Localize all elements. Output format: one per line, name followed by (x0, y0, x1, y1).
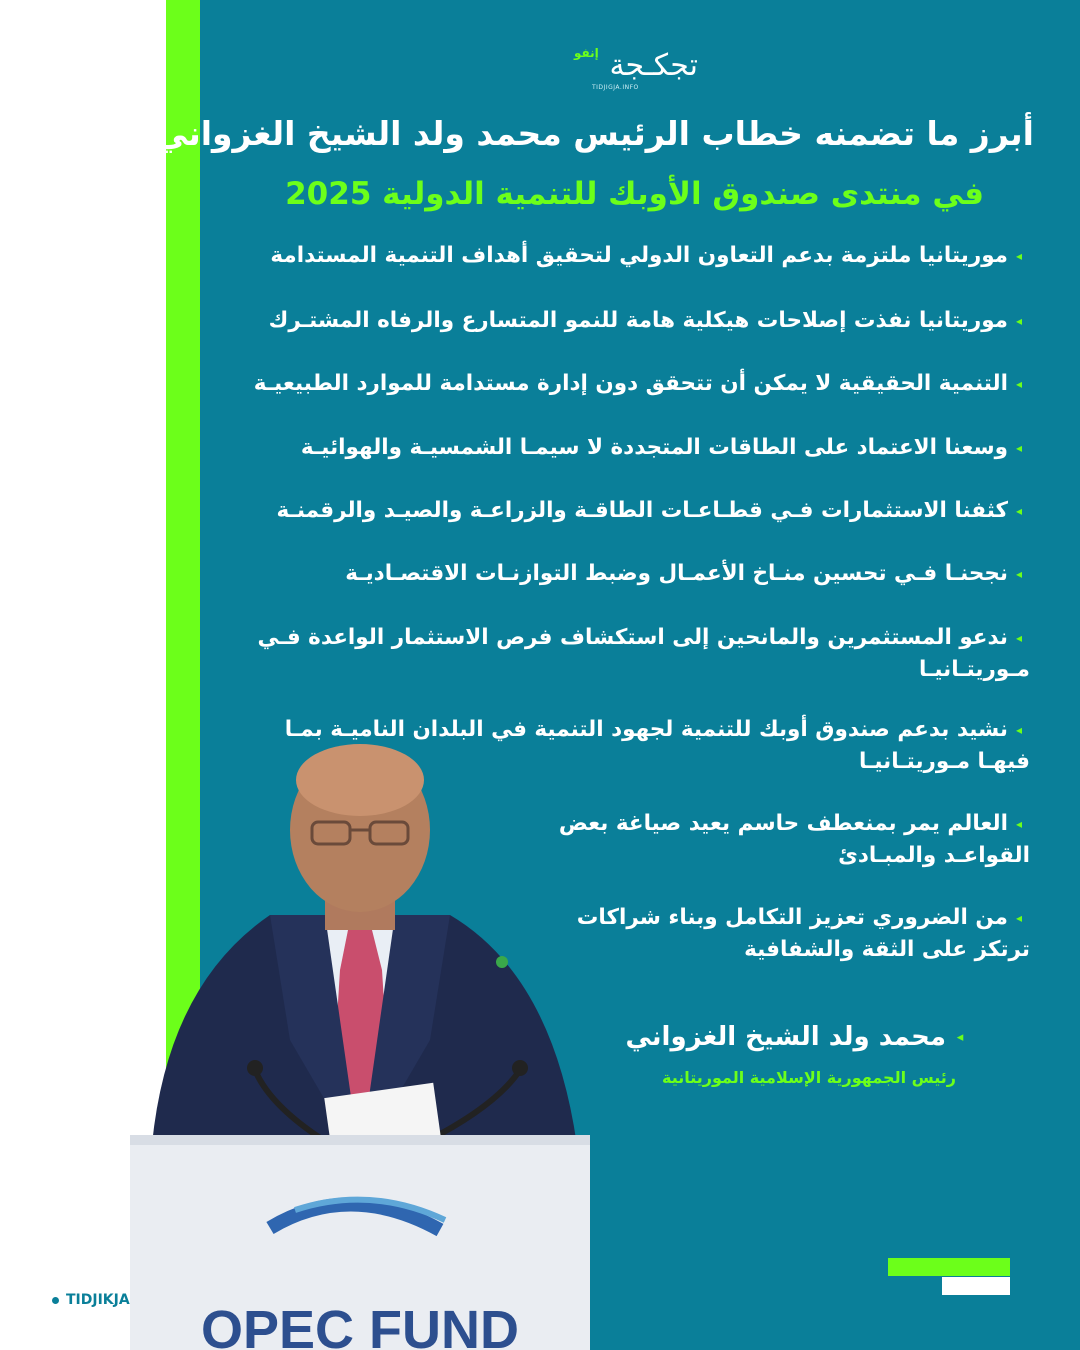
speaker-name: ◂محمد ولد الشيخ الغزواني (625, 1022, 974, 1052)
key-point: ◂من الضروري تعزيز التكامل وبناء شراكات ترتكز على الثقة والشفافية (530, 902, 1030, 966)
decorative-green-bar (888, 1258, 1010, 1276)
logo-domain-text: TIDJIGJA.INFO (592, 84, 639, 91)
bullet-arrow-icon: ◂ (1015, 504, 1023, 518)
decorative-white-bar (942, 1277, 1010, 1295)
dot-icon (52, 1297, 59, 1304)
bullet-arrow-icon: ◂ (1015, 314, 1023, 328)
bullet-arrow-icon: ◂ (1015, 377, 1023, 391)
key-point: ◂موريتانيا ملتزمة بدعم التعاون الدولي لتحقيق أهداف التنمية المستدامة (240, 240, 1030, 272)
headline-secondary: في منتدى صندوق الأوبك للتنمية الدولية 2025 (285, 176, 984, 212)
headline-primary: أبرز ما تضمنه خطاب الرئيس محمد ولد الشيخ الغزواني (154, 114, 1034, 153)
bullet-arrow-icon: ◂ (1015, 911, 1023, 925)
bullet-arrow-icon: ◂ (1015, 441, 1023, 455)
bullet-arrow-icon: ◂ (1015, 723, 1023, 737)
key-point: ◂ندعو المستثمرين والمانحين إلى استكشاف فرص الاستثمار الواعدة فـي مـوريتـانيـا (240, 622, 1030, 686)
key-point: ◂العالم يمر بمنعطف حاسم يعيد صياغة بعض القواعـد والمبـادئ (530, 808, 1030, 872)
site-logo (574, 46, 698, 98)
key-point: ◂التنمية الحقيقية لا يمكن أن تتحقق دون إدارة مستدامة للموارد الطبيعيـة (240, 368, 1030, 400)
footer-brand: TIDJIKJA (52, 1292, 130, 1308)
key-point: ◂نجحنـا فـي تحسين منـاخ الأعمـال وضبط التوازنـات الاقتصـاديـة (240, 558, 1030, 590)
bullet-arrow-icon: ◂ (1015, 567, 1023, 581)
speaker-title: رئيس الجمهورية الإسلامية الموريتانية (661, 1068, 956, 1087)
logo-sup-text: إنفو (574, 46, 599, 60)
key-point: ◂موريتانيا نفذت إصلاحات هيكلية هامة للنمو المتسارع والرفاه المشتـرك (240, 305, 1030, 337)
key-point: ◂وسعنا الاعتماد على الطاقات المتجددة لا سيمـا الشمسيـة والهوائيـة (240, 432, 1030, 464)
key-point: ◂نشيد بدعم صندوق أوبك للتنمية لجهود التنمية في البلدان الناميـة بمـا فيهـا مـوريتـانيـا (240, 714, 1030, 778)
bullet-arrow-icon: ◂ (1015, 631, 1023, 645)
bullet-arrow-icon: ◂ (1015, 249, 1023, 263)
bullet-arrow-icon: ◂ (1015, 817, 1023, 831)
podium-text: OPEC FUND (200, 1300, 520, 1350)
key-point: ◂كثفنا الاستثمارات فـي قطـاعـات الطاقـة والزراعـة والصيـد والرقمنـة (240, 495, 1030, 527)
logo-main-text: تجكـجة (609, 48, 698, 83)
bullet-arrow-icon: ◂ (956, 1030, 964, 1045)
